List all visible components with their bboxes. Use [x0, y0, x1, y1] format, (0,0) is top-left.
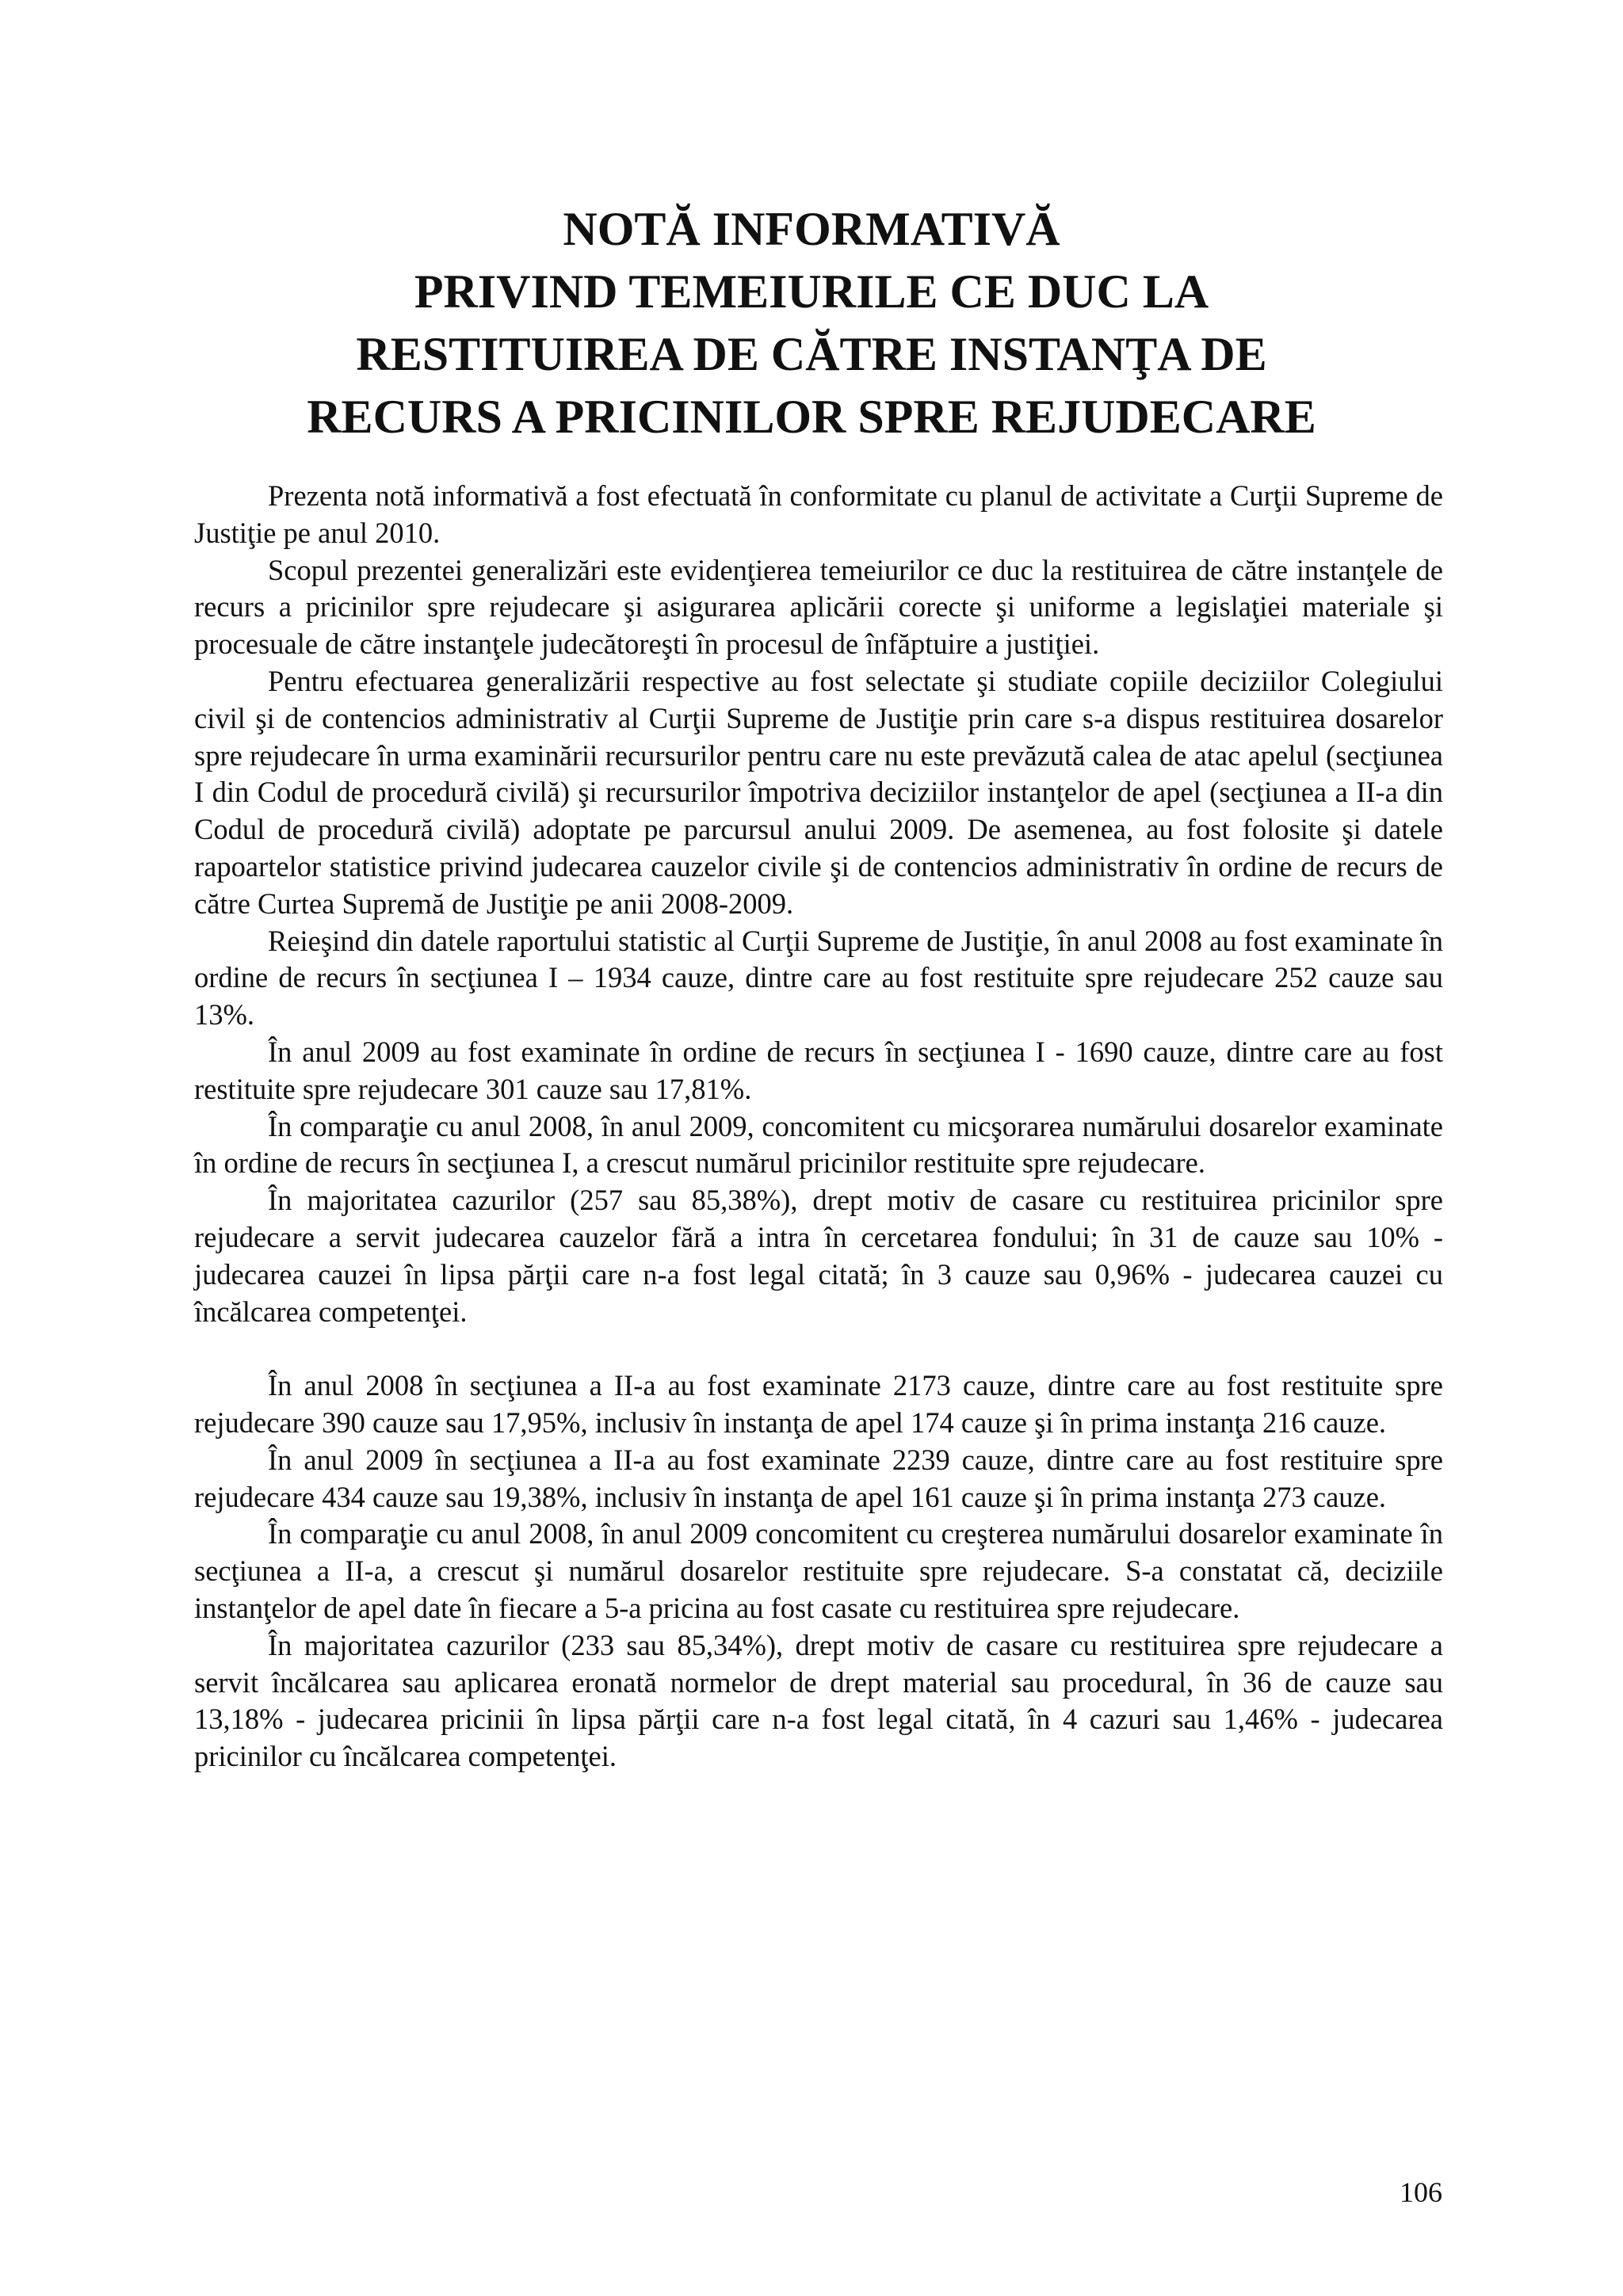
paragraph-reasons-section-2: În majoritatea cazurilor (233 sau 85,34%), drept motiv de casare cu restituirea spre rejudecare a servit încălcarea sau aplicarea eronată normelor de drept material sau procedural, în 36 de cauze sau 13,18% - judecarea pricinii în lipsa părţii care n-a fost legal citată, în 4 cazuri sau 1,46% - judecarea pricinilor cu încălcarea competenţei.	[194, 1628, 1443, 1773]
page-number: 106	[1400, 2176, 1442, 2208]
title-line-4: RECURS A PRICINILOR SPRE REJUDECARE	[307, 391, 1316, 443]
paragraph-stats-2009-section-1: În anul 2009 au fost examinate în ordine de recurs în secţiunea I - 1690 cauze, dintre care au fost restituite spre rejudecare 301 cauze sau 17,81%.	[194, 1035, 1443, 1105]
paragraph-purpose: Scopul prezentei generalizări este evidenţierea temeiurilor ce duc la restituirea de către instanţele de recurs a pricinilor spre rejudecare şi asigurarea aplicării corecte şi uniforme a legislaţiei materiale şi procesuale de către instanţele judecătoreşti în procesul de înfăptuire a justiţiei.	[194, 553, 1443, 661]
paragraph-intro: Prezenta notă informativă a fost efectuată în conformitate cu planul de activitate a Curţii Supreme de Justiţie pe anul 2010.	[194, 479, 1443, 549]
paragraph-comparison-section-1: În comparaţie cu anul 2008, în anul 2009, concomitent cu micşorarea numărului dosarelor examinate în ordine de recurs în secţiunea I, a crescut numărul pricinilor restituite spre rejudecare.	[194, 1109, 1443, 1180]
paragraph-stats-2008-section-1: Reieşind din datele raportului statistic al Curţii Supreme de Justiţie, în anul 2008 au fost examinate în ordine de recurs în secţiunea I – 1934 cauze, dintre care au fost restituite spre rejudecare 252 cauze sau 13%.	[194, 924, 1444, 1032]
title-line-1: NOTĂ INFORMATIVĂ	[563, 203, 1060, 255]
paragraph-method: Pentru efectuarea generalizării respective au fost selectate şi studiate copiile deciziilor Colegiului civil şi de contencios administrativ al Curţii Supreme de Justiţie prin care s-a dispus restituirea dosarelor spre rejudecare în urma examinării recursurilor pentru care nu este prevăzută calea de atac apelul (secţiunea I din Codul de procedură civilă) şi recursurilor împotriva deciziilor instanţelor de apel (secţiunea a II-a din Codul de procedură civilă) adoptate pe parcursul anului 2009. De asemenea, au fost folosite şi datele rapoartelor statistice privind judecarea cauzelor civile şi de contencios administrativ în ordine de recurs de către Curtea Supremă de Justiţie pe anii 2008-2009.	[194, 664, 1443, 920]
paragraph-stats-2008-section-2: În anul 2008 în secţiunea a II-a au fost examinate 2173 cauze, dintre care au fost restituite spre rejudecare 390 cauze sau 17,95%, inclusiv în instanţa de apel 174 cauze şi în prima instanţa 216 cauze.	[194, 1369, 1443, 1439]
paragraph-stats-2009-section-2: În anul 2009 în secţiunea a II-a au fost examinate 2239 cauze, dintre care au fost restituire spre rejudecare 434 cauze sau 19,38%, inclusiv în instanţa de apel 161 cauze şi în prima instanţa 273 cauze.	[194, 1443, 1443, 1513]
title-line-3: RESTITUIREA DE CĂTRE INSTANŢA DE	[356, 328, 1267, 380]
document-body	[194, 478, 1443, 1775]
document-title	[158, 198, 1465, 448]
title-line-2: PRIVIND TEMEIURILE CE DUC LA	[414, 265, 1209, 318]
paragraph-reasons-section-1: În majoritatea cazurilor (257 sau 85,38%), drept motiv de casare cu restituirea pricinilor spre rejudecare a servit judecarea cauzelor fără a intra în cercetarea fondului; în 31 de cauze sau 10% - judecarea cauzei în lipsa părţii care n-a fost legal citată; în 3 cauze sau 0,96% - judecarea cauzei cu încălcarea competenţei.	[194, 1184, 1443, 1328]
paragraph-comparison-section-2: În comparaţie cu anul 2008, în anul 2009 concomitent cu creşterea numărului dosarelor examinate în secţiunea a II-a, a crescut şi numărul dosarelor restituite spre rejudecare. S-a constatat că, deciziile instanţelor de apel date în fiecare a 5-a pricina au fost casate cu restituirea spre rejudecare.	[194, 1517, 1443, 1624]
